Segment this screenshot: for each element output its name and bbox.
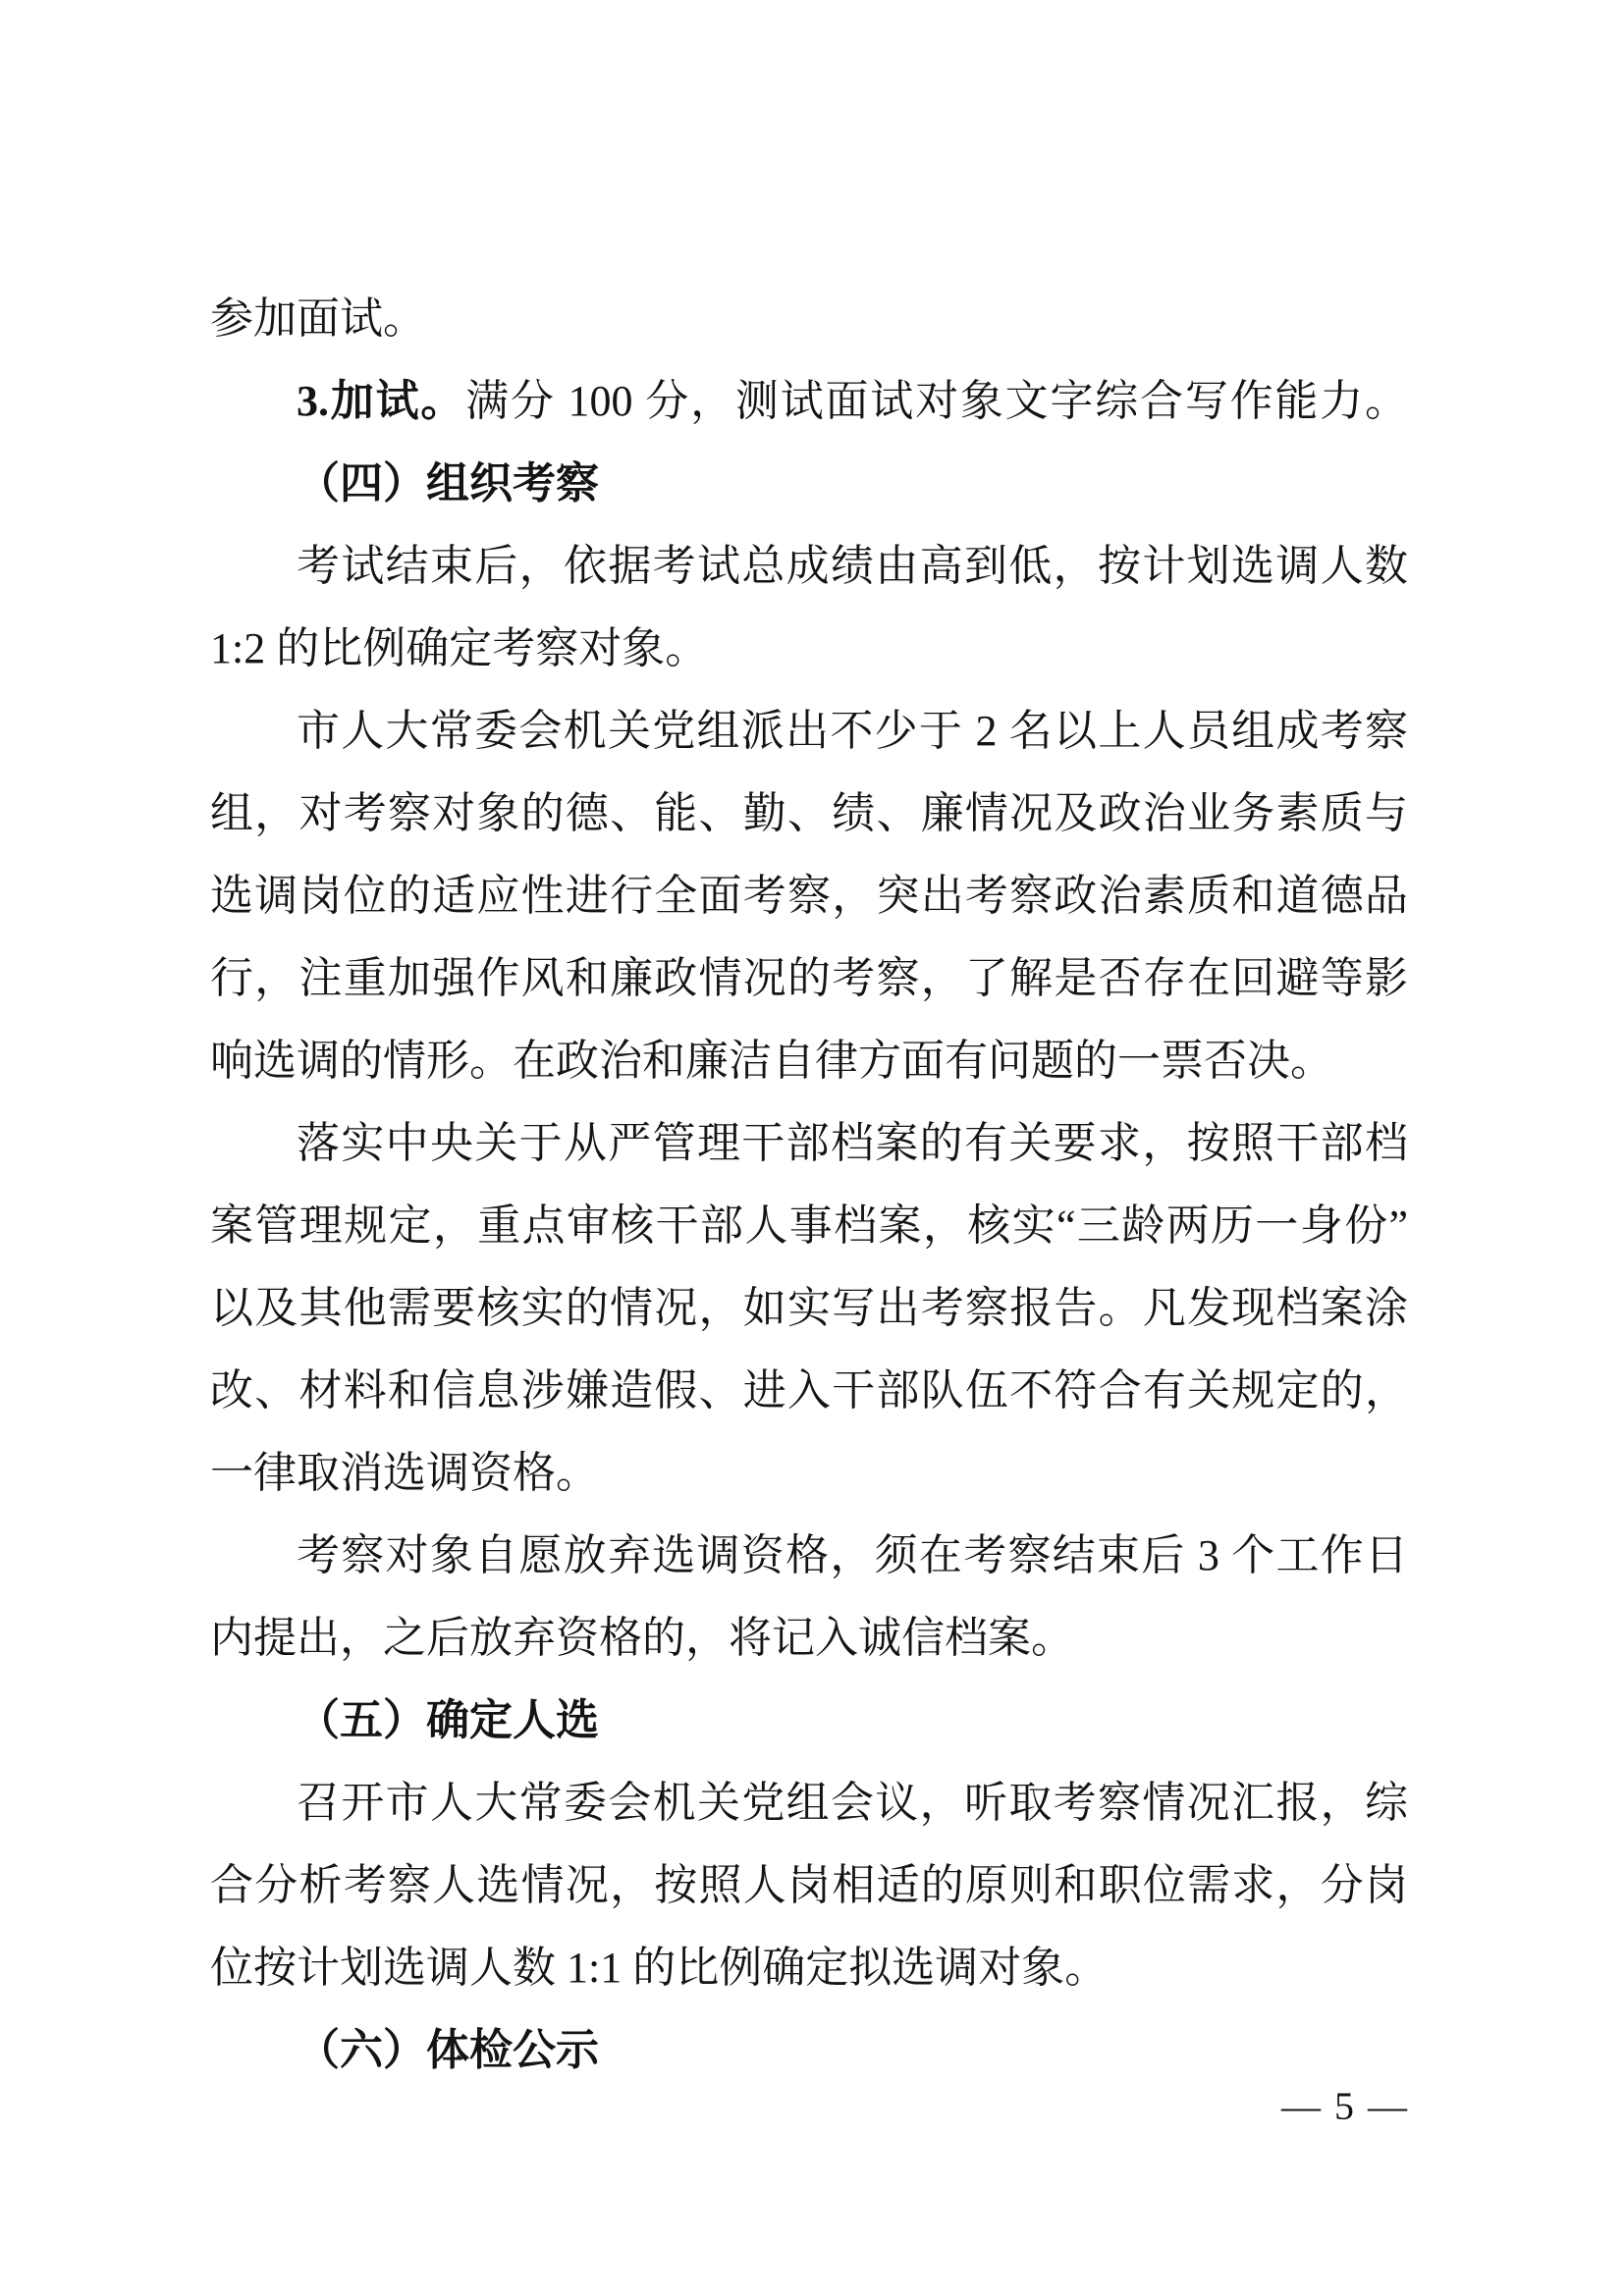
text-run: 改、材料和信息涉嫌造假、进入干部队伍不符合有关规定的， (210, 1366, 1408, 1415)
text-run: （五）确定人选 (297, 1696, 599, 1744)
text-line (210, 1267, 1408, 1350)
text-run: 行，注重加强作风和廉政情况的考察，了解是否存在回避等影 (210, 954, 1408, 1002)
text-run: 考试结束后，依据考试总成绩由高到低，按计划选调人数 (297, 542, 1408, 590)
text-line (210, 525, 1408, 608)
text-run: 满分 100 分，测试面试对象文字综合写作能力。 (465, 377, 1409, 425)
text-line (210, 1597, 1408, 1680)
text-line (210, 278, 1408, 360)
bold-run: 3.加试。 (297, 377, 466, 425)
text-run: 一律取消选调资格。 (210, 1449, 599, 1497)
text-line (210, 1350, 1408, 1432)
section-heading (210, 2009, 1408, 2092)
section-heading (210, 1680, 1408, 1762)
text-run: 选调岗位的适应性进行全面考察，突出考察政治素质和道德品 (210, 872, 1408, 920)
text-run: 1:2 的比例确定考察对象。 (210, 624, 709, 672)
text-run: 召开市人大常委会机关党组会议，听取考察情况汇报，综 (297, 1779, 1408, 1827)
text-line (210, 773, 1408, 855)
text-line (210, 608, 1408, 690)
text-line (210, 1844, 1408, 1927)
text-run: 内提出，之后放弃资格的，将记入诚信档案。 (210, 1614, 1074, 1662)
text-line (210, 690, 1408, 773)
text-line (210, 1020, 1408, 1102)
document-body (210, 278, 1408, 2092)
text-line (210, 1762, 1408, 1844)
text-run: 组，对考察对象的德、能、勤、绩、廉情况及政治业务素质与 (210, 789, 1408, 837)
text-run: 市人大常委会机关党组派出不少于 2 名以上人员组成考察 (297, 707, 1408, 755)
text-run: 落实中央关于从严管理干部档案的有关要求，按照干部档 (297, 1119, 1408, 1167)
text-run: 合分析考察人选情况，按照人岗相适的原则和职位需求，分岗 (210, 1861, 1408, 1909)
text-line (210, 937, 1408, 1020)
text-line (210, 1515, 1408, 1597)
text-line (210, 855, 1408, 937)
text-run: 以及其他需要核实的情况，如实写出考察报告。凡发现档案涂 (210, 1284, 1408, 1332)
page-number: — 5 — (1281, 2084, 1409, 2128)
text-line (210, 1102, 1408, 1185)
text-line (210, 1185, 1408, 1267)
text-run: 位按计划选调人数 1:1 的比例确定拟选调对象。 (210, 1944, 1109, 1992)
text-run: 参加面试。 (210, 294, 426, 343)
text-line (210, 360, 1408, 443)
text-line (210, 1927, 1408, 2009)
text-line (210, 1432, 1408, 1515)
section-heading (210, 443, 1408, 525)
text-run: 案管理规定，重点审核干部人事档案，核实“三龄两历一身份” (210, 1201, 1408, 1250)
text-run: 响选调的情形。在政治和廉洁自律方面有问题的一票否决。 (210, 1037, 1333, 1085)
text-run: （四）组织考察 (297, 459, 599, 507)
text-run: （六）体检公示 (297, 2026, 599, 2074)
text-run: 考察对象自愿放弃选调资格，须在考察结束后 3 个工作日 (297, 1531, 1408, 1579)
